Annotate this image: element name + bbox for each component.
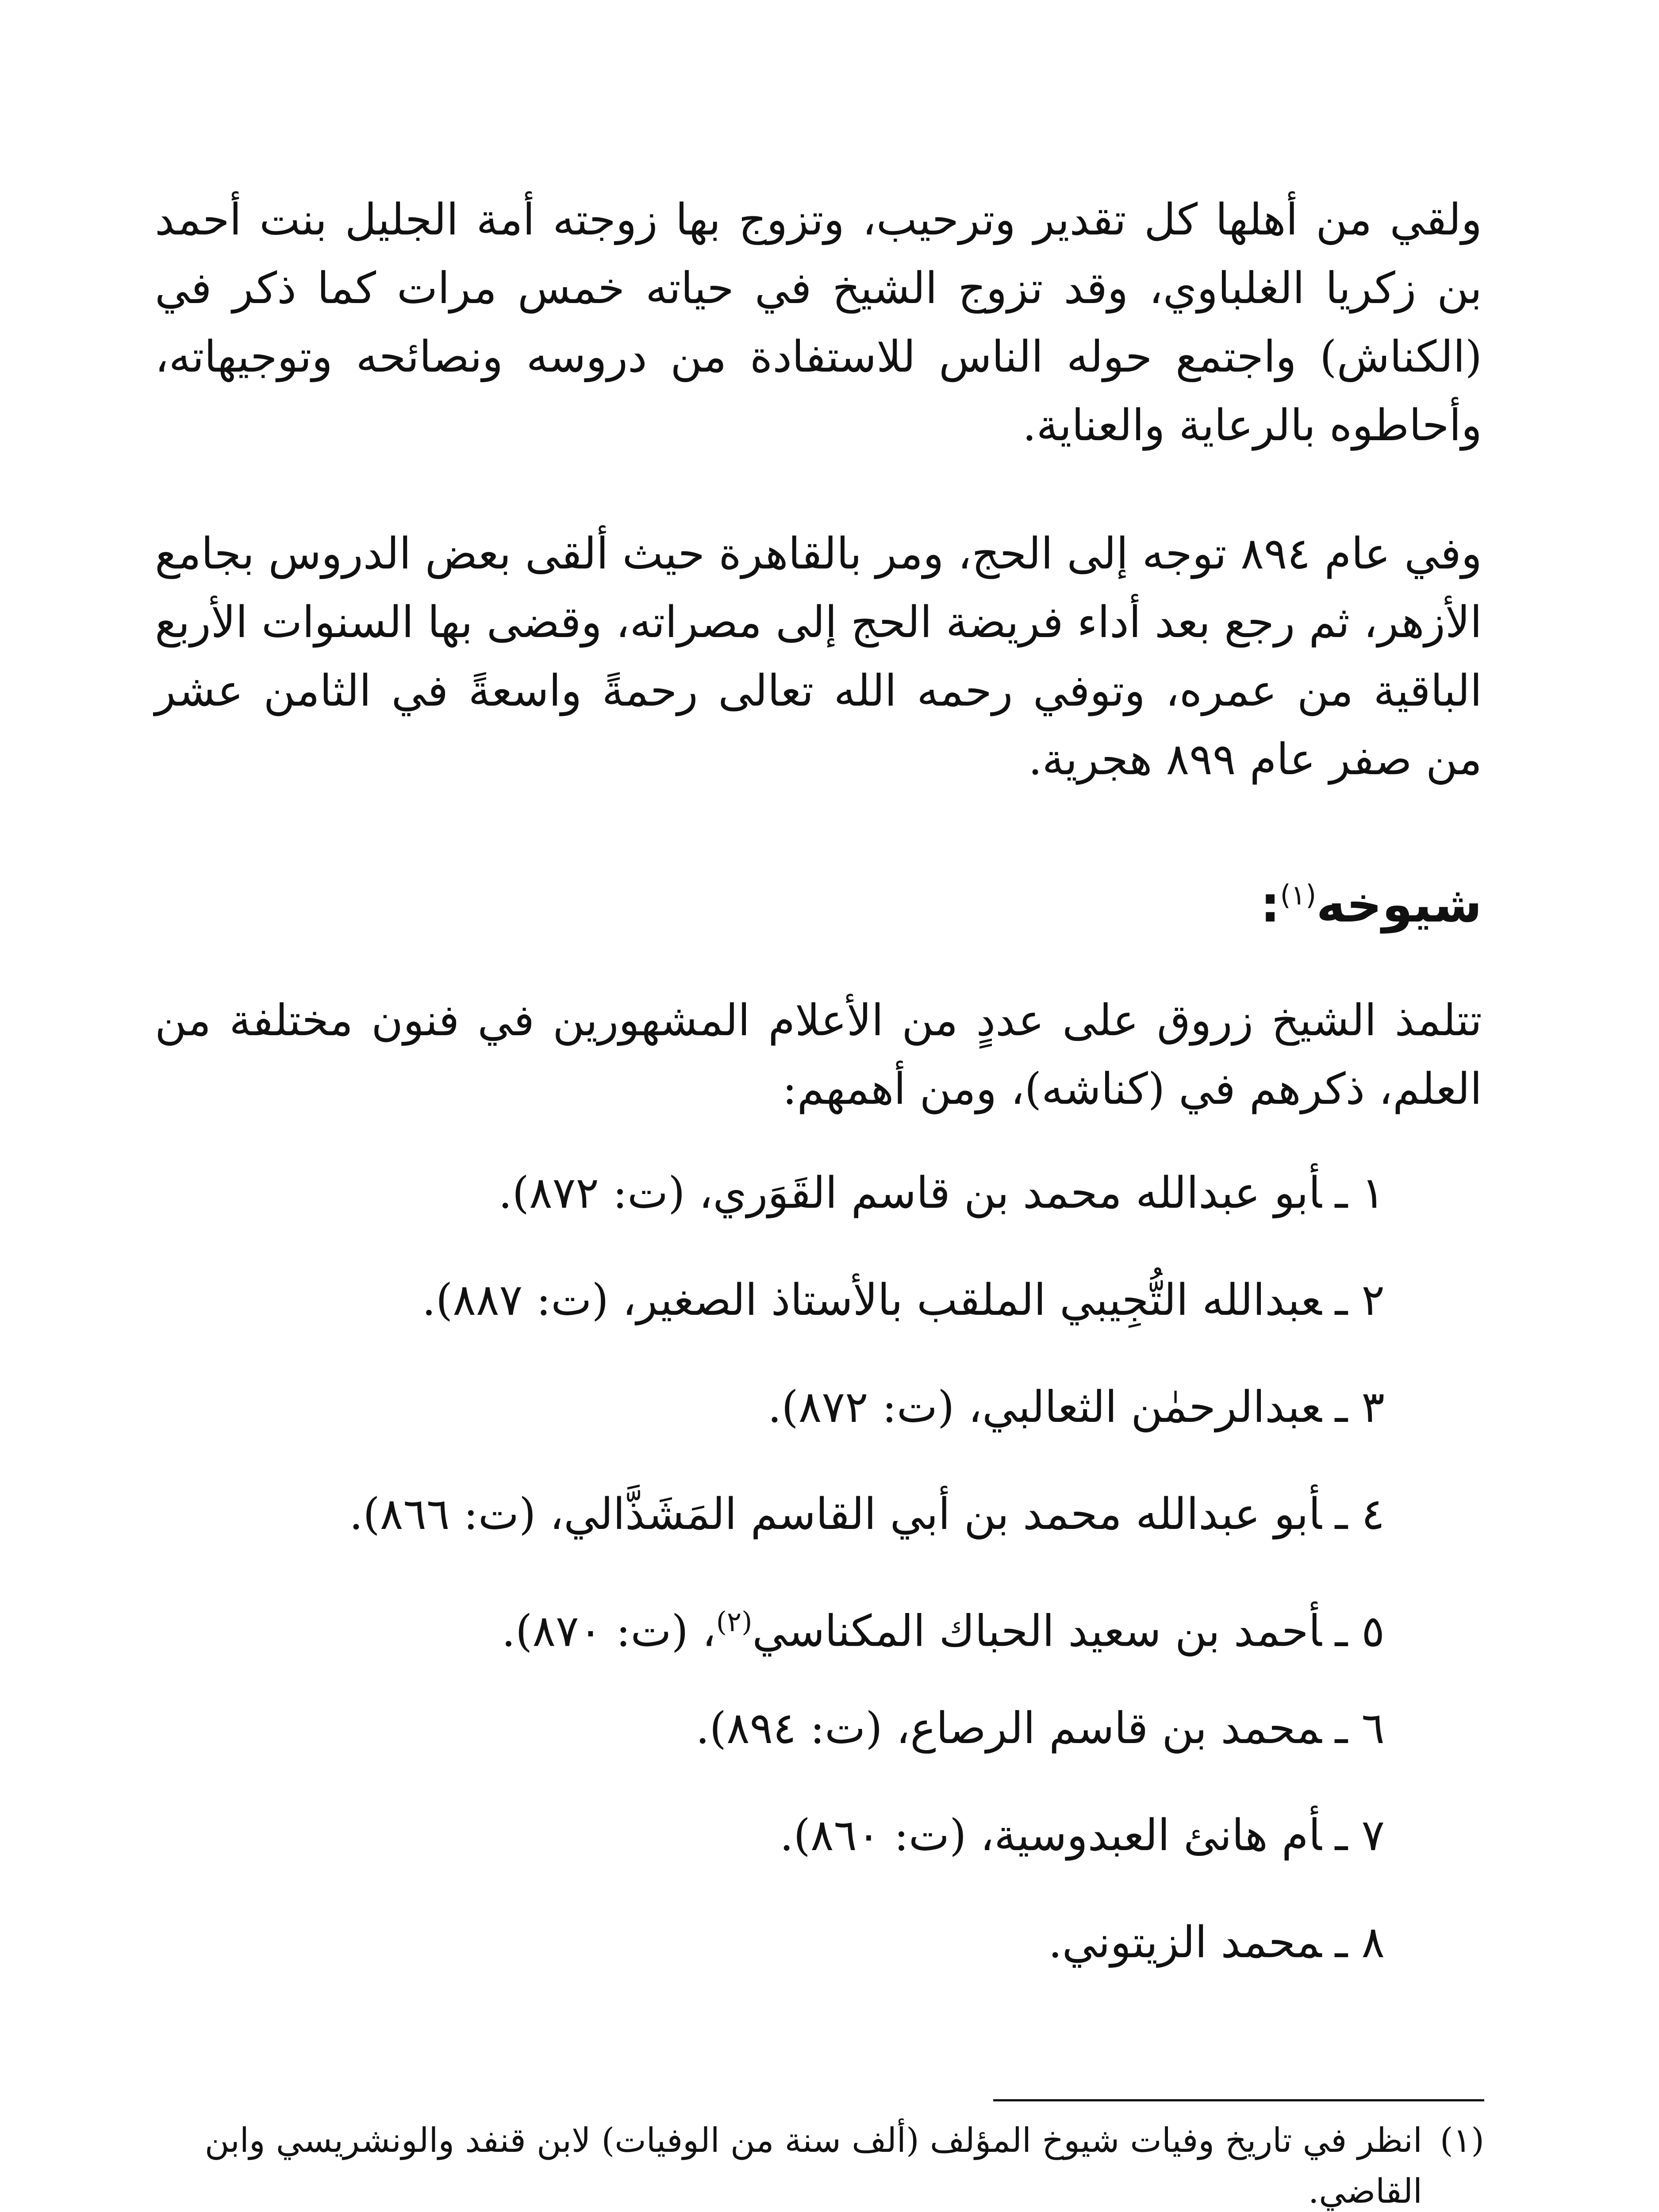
list-item — [102, 1159, 1385, 1266]
footnote-ref-2[interactable]: (٢) — [716, 1605, 753, 1638]
teachers-list — [102, 1159, 1385, 2016]
footnote-text: انظر في تاريخ وفيات شيوخ المؤلف (ألف سنة من الوفيات) لابن قنفد والونشريسي وابن القاضي. — [204, 2120, 1422, 2211]
heading-colon: : — [1260, 876, 1280, 933]
list-item-number: ٣ ـ — [1335, 1382, 1385, 1432]
list-item-text: محمد بن قاسم الرصاع، (ت: ٨٩٤). — [695, 1703, 1322, 1754]
list-item-number: ٤ ـ — [1335, 1489, 1385, 1540]
footnote-divider — [993, 2099, 1484, 2101]
list-item — [102, 1909, 1385, 2016]
list-item-text: أحمد بن سعيد الحباك المكناسي — [752, 1606, 1322, 1657]
footnote-1 — [122, 2115, 1484, 2212]
list-item-number: ٧ ـ — [1335, 1810, 1385, 1861]
list-item-text: عبدالرحمٰن الثعالبي، (ت: ٨٧٢). — [768, 1382, 1322, 1432]
list-item-number: ١ ـ — [1335, 1168, 1385, 1218]
list-item — [102, 1373, 1385, 1480]
list-item-text: عبدالله التُّجِيبي الملقب بالأستاذ الصغير، (ت: ٨٨٧). — [422, 1275, 1322, 1325]
paragraph-pilgrimage-death: وفي عام ٨٩٤ توجه إلى الحج، ومر بالقاهرة حيث ألقى بعض الدروس بجامع الأزهر، ثم رجع بعد أداء فريضة الحج إلى مصراته، وقضى بها السنوات الأربع الباقية من عمره، وتوفي رحمه الله تعالى رحمةً واسعةً في الثامن عشر من صفر عام ٨٩٩ هجرية. — [155, 529, 1482, 785]
list-item-text-after: ، (ت: ٨٧٠). — [501, 1606, 716, 1657]
list-item-text: أبو عبدالله محمد بن قاسم القَوَري، (ت: ٨٧٢). — [498, 1168, 1322, 1218]
list-item-number: ٥ ـ — [1335, 1606, 1385, 1657]
list-item-number: ٦ ـ — [1335, 1703, 1385, 1754]
heading-title: شيوخه — [1316, 876, 1482, 933]
paragraph-marriage: ولقي من أهلها كل تقدير وترحيب، وتزوج بها زوجته أمة الجليل بنت أحمد بن زكريا الغلباوي، وقد تزوج الشيخ في حياته خمس مرات كما ذكر في (الكناش) واجتمع حوله الناس للاستفادة من دروسه ونصائحه وتوجيهاته، وأحاطوه بالرعاية والعناية. — [155, 195, 1482, 451]
list-item — [102, 1587, 1385, 1694]
list-item-text: أبو عبدالله محمد بن أبي القاسم المَشَذَّالي، (ت: ٨٦٦). — [349, 1489, 1322, 1540]
list-item-number: ٢ ـ — [1335, 1275, 1385, 1325]
list-item — [102, 1480, 1385, 1587]
list-item — [102, 1266, 1385, 1373]
footnotes-section — [122, 2115, 1484, 2212]
list-item — [102, 1694, 1385, 1801]
footnote-ref-1[interactable]: (١) — [1280, 879, 1317, 911]
list-item — [102, 1801, 1385, 1909]
list-item-text: أم هانئ العبدوسية، (ت: ٨٦٠). — [780, 1810, 1322, 1861]
section-heading-teachers — [1260, 876, 1482, 933]
list-item-number: ٨ ـ — [1335, 1917, 1385, 1968]
list-item-text: محمد الزيتوني. — [1048, 1917, 1322, 1968]
paragraph-teachers-intro: تتلمذ الشيخ زروق على عددٍ من الأعلام المشهورين في فنون مختلفة من العلم، ذكرهم في (كناشه)، ومن أهمهم: — [155, 995, 1482, 1114]
footnote-number: (١) — [1440, 2120, 1484, 2160]
